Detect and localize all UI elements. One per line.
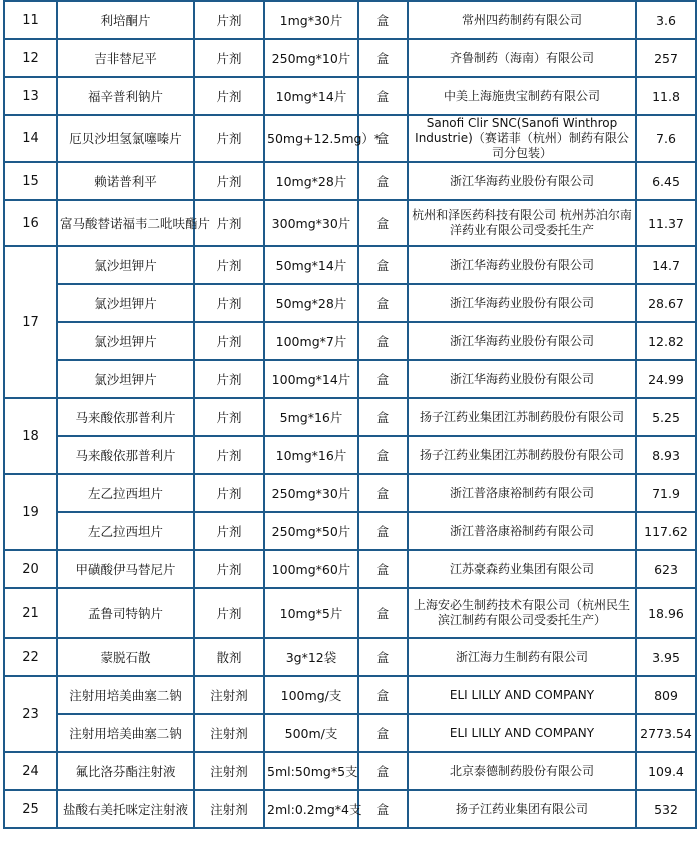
table-row bbox=[4, 77, 696, 115]
table-row bbox=[4, 360, 696, 398]
unit-cell: 盒 bbox=[358, 246, 408, 284]
specification-cell: 50mg+12.5mg）* bbox=[264, 115, 358, 162]
unit-cell: 盒 bbox=[358, 436, 408, 474]
table-row bbox=[4, 322, 696, 360]
unit-cell: 盒 bbox=[358, 322, 408, 360]
specification-cell: 500m/支 bbox=[264, 714, 358, 752]
table-row bbox=[4, 284, 696, 322]
dosage-form-cell: 片剂 bbox=[194, 588, 264, 638]
manufacturer-cell: Sanofi Clir SNC(Sanofi Winthrop Industrie)（赛诺菲（杭州）制药有限公司分包装） bbox=[408, 115, 636, 162]
table-row bbox=[4, 200, 696, 246]
table-row bbox=[4, 512, 696, 550]
drug-name-cell: 甲磺酸伊马替尼片 bbox=[57, 550, 194, 588]
row-number-cell: 14 bbox=[4, 115, 57, 162]
unit-cell: 盒 bbox=[358, 360, 408, 398]
unit-cell: 盒 bbox=[358, 790, 408, 828]
unit-cell: 盒 bbox=[358, 115, 408, 162]
manufacturer-cell: 浙江华海药业股份有限公司 bbox=[408, 246, 636, 284]
row-number-cell: 19 bbox=[4, 474, 57, 550]
table-row bbox=[4, 790, 696, 828]
specification-cell: 2ml:0.2mg*4支 bbox=[264, 790, 358, 828]
specification-cell: 250mg*30片 bbox=[264, 474, 358, 512]
manufacturer-cell: 江苏豪森药业集团有限公司 bbox=[408, 550, 636, 588]
table-row bbox=[4, 436, 696, 474]
price-cell: 532 bbox=[636, 790, 696, 828]
row-number-cell: 12 bbox=[4, 39, 57, 77]
dosage-form-cell: 片剂 bbox=[194, 398, 264, 436]
table-row bbox=[4, 474, 696, 512]
specification-cell: 100mg*7片 bbox=[264, 322, 358, 360]
dosage-form-cell: 注射剂 bbox=[194, 790, 264, 828]
drug-name-cell: 氟比洛芬酯注射液 bbox=[57, 752, 194, 790]
manufacturer-cell: 扬子江药业集团江苏制药股份有限公司 bbox=[408, 398, 636, 436]
manufacturer-cell: ELI LILLY AND COMPANY bbox=[408, 676, 636, 714]
row-number-cell: 16 bbox=[4, 200, 57, 246]
dosage-form-cell: 片剂 bbox=[194, 474, 264, 512]
dosage-form-cell: 注射剂 bbox=[194, 752, 264, 790]
dosage-form-cell: 片剂 bbox=[194, 512, 264, 550]
manufacturer-cell: 上海安必生制药技术有限公司（杭州民生滨江制药有限公司受委托生产） bbox=[408, 588, 636, 638]
drug-name-cell: 左乙拉西坦片 bbox=[57, 512, 194, 550]
drug-name-cell: 赖诺普利平 bbox=[57, 162, 194, 200]
drug-name-cell: 氯沙坦钾片 bbox=[57, 322, 194, 360]
unit-cell: 盒 bbox=[358, 39, 408, 77]
row-number-cell: 25 bbox=[4, 790, 57, 828]
table-row bbox=[4, 1, 696, 39]
unit-cell: 盒 bbox=[358, 550, 408, 588]
unit-cell: 盒 bbox=[358, 284, 408, 322]
table-row bbox=[4, 39, 696, 77]
dosage-form-cell: 片剂 bbox=[194, 200, 264, 246]
table-body bbox=[4, 1, 696, 828]
specification-cell: 100mg/支 bbox=[264, 676, 358, 714]
dosage-form-cell: 片剂 bbox=[194, 284, 264, 322]
table-row bbox=[4, 115, 696, 162]
specification-cell: 5ml:50mg*5支 bbox=[264, 752, 358, 790]
price-cell: 18.96 bbox=[636, 588, 696, 638]
drug-price-table bbox=[3, 0, 697, 829]
price-cell: 3.6 bbox=[636, 1, 696, 39]
specification-cell: 5mg*16片 bbox=[264, 398, 358, 436]
manufacturer-cell: 浙江华海药业股份有限公司 bbox=[408, 284, 636, 322]
price-cell: 623 bbox=[636, 550, 696, 588]
drug-name-cell: 蒙脱石散 bbox=[57, 638, 194, 676]
drug-name-cell: 厄贝沙坦氢氯噻嗪片 bbox=[57, 115, 194, 162]
unit-cell: 盒 bbox=[358, 752, 408, 790]
row-number-cell: 23 bbox=[4, 676, 57, 752]
table-row bbox=[4, 676, 696, 714]
unit-cell: 盒 bbox=[358, 676, 408, 714]
manufacturer-cell: 浙江海力生制药有限公司 bbox=[408, 638, 636, 676]
manufacturer-cell: ELI LILLY AND COMPANY bbox=[408, 714, 636, 752]
drug-name-cell: 福辛普利钠片 bbox=[57, 77, 194, 115]
dosage-form-cell: 散剂 bbox=[194, 638, 264, 676]
manufacturer-cell: 北京泰德制药股份有限公司 bbox=[408, 752, 636, 790]
price-cell: 3.95 bbox=[636, 638, 696, 676]
table-row bbox=[4, 752, 696, 790]
manufacturer-cell: 杭州和泽医药科技有限公司 杭州苏泊尔南洋药业有限公司受委托生产 bbox=[408, 200, 636, 246]
dosage-form-cell: 注射剂 bbox=[194, 676, 264, 714]
drug-name-cell: 吉非替尼平 bbox=[57, 39, 194, 77]
dosage-form-cell: 片剂 bbox=[194, 322, 264, 360]
drug-name-cell: 氯沙坦钾片 bbox=[57, 246, 194, 284]
specification-cell: 50mg*28片 bbox=[264, 284, 358, 322]
dosage-form-cell: 片剂 bbox=[194, 1, 264, 39]
price-cell: 809 bbox=[636, 676, 696, 714]
dosage-form-cell: 片剂 bbox=[194, 360, 264, 398]
unit-cell: 盒 bbox=[358, 512, 408, 550]
specification-cell: 10mg*16片 bbox=[264, 436, 358, 474]
drug-name-cell: 氯沙坦钾片 bbox=[57, 360, 194, 398]
specification-cell: 10mg*28片 bbox=[264, 162, 358, 200]
row-number-cell: 17 bbox=[4, 246, 57, 398]
specification-cell: 3g*12袋 bbox=[264, 638, 358, 676]
price-cell: 28.67 bbox=[636, 284, 696, 322]
price-cell: 71.9 bbox=[636, 474, 696, 512]
manufacturer-cell: 浙江华海药业股份有限公司 bbox=[408, 360, 636, 398]
price-cell: 12.82 bbox=[636, 322, 696, 360]
row-number-cell: 20 bbox=[4, 550, 57, 588]
dosage-form-cell: 注射剂 bbox=[194, 714, 264, 752]
dosage-form-cell: 片剂 bbox=[194, 39, 264, 77]
unit-cell: 盒 bbox=[358, 474, 408, 512]
unit-cell: 盒 bbox=[358, 1, 408, 39]
unit-cell: 盒 bbox=[358, 588, 408, 638]
drug-name-cell: 富马酸替诺福韦二吡呋酯片 bbox=[57, 200, 194, 246]
drug-name-cell: 盐酸右美托咪定注射液 bbox=[57, 790, 194, 828]
table-row bbox=[4, 638, 696, 676]
unit-cell: 盒 bbox=[358, 638, 408, 676]
unit-cell: 盒 bbox=[358, 714, 408, 752]
price-cell: 11.8 bbox=[636, 77, 696, 115]
specification-cell: 250mg*50片 bbox=[264, 512, 358, 550]
unit-cell: 盒 bbox=[358, 398, 408, 436]
specification-cell: 50mg*14片 bbox=[264, 246, 358, 284]
row-number-cell: 11 bbox=[4, 1, 57, 39]
manufacturer-cell: 常州四药制药有限公司 bbox=[408, 1, 636, 39]
price-cell: 6.45 bbox=[636, 162, 696, 200]
drug-name-cell: 利培酮片 bbox=[57, 1, 194, 39]
drug-name-cell: 马来酸依那普利片 bbox=[57, 436, 194, 474]
table-row bbox=[4, 550, 696, 588]
price-cell: 14.7 bbox=[636, 246, 696, 284]
table-row bbox=[4, 398, 696, 436]
unit-cell: 盒 bbox=[358, 162, 408, 200]
dosage-form-cell: 片剂 bbox=[194, 436, 264, 474]
specification-cell: 10mg*5片 bbox=[264, 588, 358, 638]
specification-cell: 100mg*60片 bbox=[264, 550, 358, 588]
price-cell: 109.4 bbox=[636, 752, 696, 790]
table-row bbox=[4, 588, 696, 638]
manufacturer-cell: 浙江普洛康裕制药有限公司 bbox=[408, 474, 636, 512]
manufacturer-cell: 浙江华海药业股份有限公司 bbox=[408, 162, 636, 200]
drug-name-cell: 孟鲁司特钠片 bbox=[57, 588, 194, 638]
drug-name-cell: 马来酸依那普利片 bbox=[57, 398, 194, 436]
price-cell: 257 bbox=[636, 39, 696, 77]
table-row bbox=[4, 246, 696, 284]
price-cell: 117.62 bbox=[636, 512, 696, 550]
specification-cell: 100mg*14片 bbox=[264, 360, 358, 398]
row-number-cell: 24 bbox=[4, 752, 57, 790]
manufacturer-cell: 浙江华海药业股份有限公司 bbox=[408, 322, 636, 360]
price-cell: 5.25 bbox=[636, 398, 696, 436]
table-row bbox=[4, 162, 696, 200]
row-number-cell: 13 bbox=[4, 77, 57, 115]
dosage-form-cell: 片剂 bbox=[194, 115, 264, 162]
manufacturer-cell: 扬子江药业集团有限公司 bbox=[408, 790, 636, 828]
row-number-cell: 22 bbox=[4, 638, 57, 676]
drug-name-cell: 注射用培美曲塞二钠 bbox=[57, 676, 194, 714]
price-cell: 8.93 bbox=[636, 436, 696, 474]
manufacturer-cell: 浙江普洛康裕制药有限公司 bbox=[408, 512, 636, 550]
dosage-form-cell: 片剂 bbox=[194, 550, 264, 588]
manufacturer-cell: 中美上海施贵宝制药有限公司 bbox=[408, 77, 636, 115]
row-number-cell: 18 bbox=[4, 398, 57, 474]
unit-cell: 盒 bbox=[358, 200, 408, 246]
dosage-form-cell: 片剂 bbox=[194, 77, 264, 115]
row-number-cell: 21 bbox=[4, 588, 57, 638]
manufacturer-cell: 扬子江药业集团江苏制药股份有限公司 bbox=[408, 436, 636, 474]
price-cell: 7.6 bbox=[636, 115, 696, 162]
dosage-form-cell: 片剂 bbox=[194, 162, 264, 200]
dosage-form-cell: 片剂 bbox=[194, 246, 264, 284]
manufacturer-cell: 齐鲁制药（海南）有限公司 bbox=[408, 39, 636, 77]
drug-name-cell: 氯沙坦钾片 bbox=[57, 284, 194, 322]
table-row bbox=[4, 714, 696, 752]
row-number-cell: 15 bbox=[4, 162, 57, 200]
specification-cell: 1mg*30片 bbox=[264, 1, 358, 39]
drug-name-cell: 左乙拉西坦片 bbox=[57, 474, 194, 512]
price-cell: 24.99 bbox=[636, 360, 696, 398]
specification-cell: 10mg*14片 bbox=[264, 77, 358, 115]
price-cell: 11.37 bbox=[636, 200, 696, 246]
specification-cell: 250mg*10片 bbox=[264, 39, 358, 77]
unit-cell: 盒 bbox=[358, 77, 408, 115]
drug-name-cell: 注射用培美曲塞二钠 bbox=[57, 714, 194, 752]
price-cell: 2773.54 bbox=[636, 714, 696, 752]
specification-cell: 300mg*30片 bbox=[264, 200, 358, 246]
